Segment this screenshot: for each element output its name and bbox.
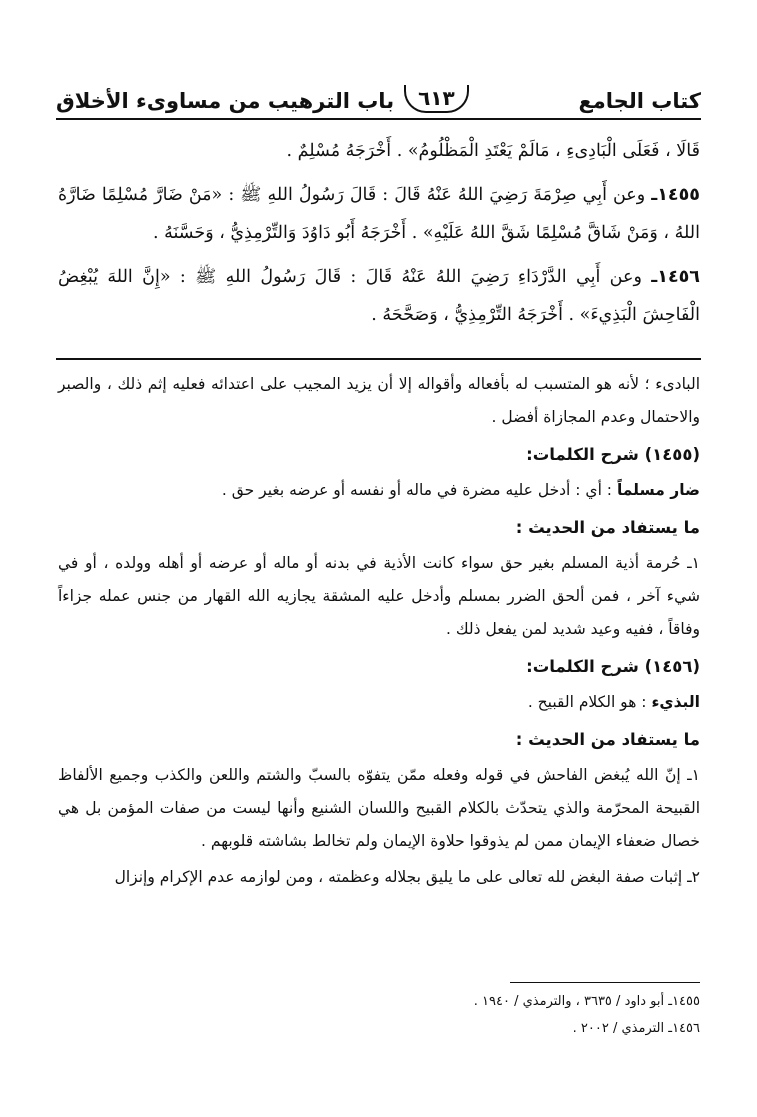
- vocab-entry-1456: [58, 686, 700, 719]
- book-title: كتاب الجامع: [578, 89, 701, 113]
- hadith-body: وعن أَبِي صِرْمَةَ رَضِيَ اللهُ عَنْهُ قَالَ : قَالَ رَسُولُ اللهِ ﷺ : «مَنْ ضَارَّ مُسْلِمًا ضَارَّهُ اللهُ ، وَمَنْ شَاقَّ مُسْلِمًا شَقَّ اللهُ عَلَيْهِ» . أَخْرَجَهُ أَبُو دَاوُدَ وَالتِّرْمِذِيُّ ، وَحَسَّنَهُ .: [58, 185, 700, 243]
- footnotes: [58, 988, 700, 1042]
- footnote-item: ١٤٥٥ـ أبو داود / ٣٦٣٥ ، والترمذي / ١٩٤٠ .: [473, 994, 700, 1009]
- running-header: [56, 84, 701, 120]
- commentary-intro: البادىء ؛ لأنه هو المتسبب له بأفعاله وأقواله إلا أن يزيد المجيب على اعتدائه فعليه إثم ذلك ، والصبر والاحتمال وعدم المجازاة أفضل .: [58, 375, 700, 426]
- benefit-item: ١ـ حُرمة أذية المسلم بغير حق سواء كانت الأذية في بدنه أو ماله أو عرضه أو أهله وولده ، أو في شيء آخر ، فمن ألحق الضرر بمسلم وأدخل عليه المشقة يجازيه الله القهار من جنس عمله جزاءاً وفاقاً ، ففيه وعيد شديد لمن يفعل ذلك .: [58, 554, 700, 638]
- page-number: ٦١٣: [404, 85, 469, 113]
- commentary: [58, 368, 700, 897]
- vocab-term: ضار مسلماً: [616, 481, 700, 499]
- vocab-heading-1456: (١٤٥٦) شرح الكلمات:: [526, 657, 700, 676]
- vocab-definition: : هو الكلام القبيح .: [527, 693, 647, 711]
- hadith-1455: [58, 176, 700, 252]
- hadith-1456: [58, 258, 700, 334]
- hadith-number: ١٤٥٥ـ: [651, 185, 700, 205]
- benefit-item: ١ـ إنّ الله يُبغض الفاحش في قوله وفعله ممّن يتفوّه بالسبّ والشتم واللعن والكذب وجميع الألفاظ القبيحة المحرّمة والذي يتحدّث بالكلام القبيح واللسان الشنيع وأنها ليست من صفات المؤمن بل هي خصال ضعفاء الإيمان ممن لم يذوقوا حلاوة الإيمان ولم تخالط بشاشته قلوبهم .: [58, 766, 700, 850]
- section-divider: [56, 358, 701, 360]
- footnote-rule: [510, 982, 700, 983]
- benefit-item: ٢ـ إثبات صفة البغض لله تعالى على ما يليق بجلاله وعظمته ، ومن لوازمه عدم الإكرام وإنزال: [114, 868, 700, 886]
- vocab-term: البذيء: [651, 693, 700, 711]
- header-right-group: [578, 89, 701, 113]
- benefits-heading-1455: ما يستفاد من الحديث :: [515, 518, 700, 537]
- header-left-group: [56, 86, 469, 113]
- hadith-text: [58, 132, 700, 340]
- hadith-body: وعن أَبِي الدَّرْدَاءِ رَضِيَ اللهُ عَنْهُ قَالَ : قَالَ رَسُولُ اللهِ ﷺ : «إِنَّ اللهَ يُبْغِضُ الْفَاحِشَ الْبَذِيءَ» . أَخْرَجَهُ التِّرْمِذِيُّ ، وَصَحَّحَهُ .: [58, 267, 700, 325]
- hadith-continuation: قَالَا ، فَعَلَى الْبَادِىءِ ، مَالَمْ يَعْتَدِ الْمَظْلُومُ» . أَخْرَجَهُ مُسْلِمٌ .: [286, 141, 700, 161]
- vocab-definition: : أي : أدخل عليه مضرة في ماله أو نفسه أو عرضه بغير حق .: [221, 481, 613, 499]
- vocab-heading-1455: (١٤٥٥) شرح الكلمات:: [526, 445, 700, 464]
- footnote-item: ١٤٥٦ـ الترمذي / ٢٠٠٢ .: [572, 1021, 700, 1036]
- chapter-title: باب الترهيب من مساوىء الأخلاق: [56, 89, 395, 113]
- hadith-number: ١٤٥٦ـ: [651, 267, 700, 287]
- vocab-entry-1455: [58, 474, 700, 507]
- benefits-heading-1456: ما يستفاد من الحديث :: [515, 730, 700, 749]
